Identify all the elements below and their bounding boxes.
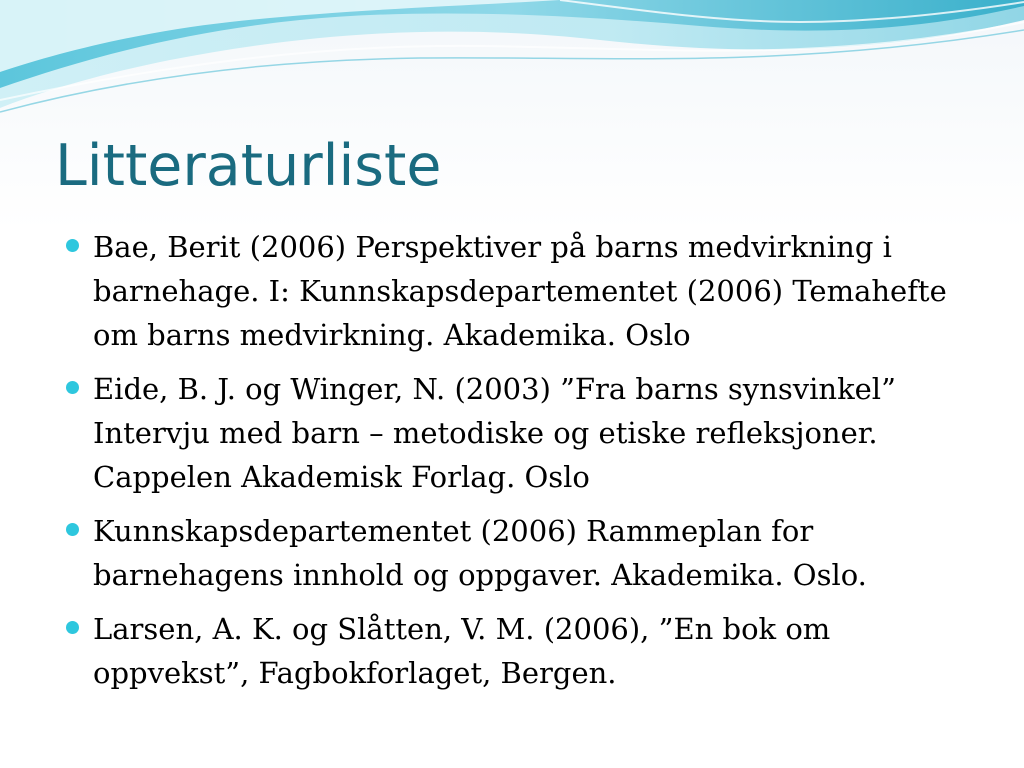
- reference-list: [66, 225, 956, 705]
- list-item: [66, 607, 956, 695]
- list-item: [66, 225, 956, 357]
- wave-decoration-icon: [0, 0, 1024, 130]
- reference-text: Kunnskapsdepartementet (2006) Rammeplan for barnehagens innhold og oppgaver. Akademika. Oslo.: [93, 514, 867, 592]
- reference-text: Bae, Berit (2006) Perspektiver på barns medvirkning i barnehage. I: Kunnskapsdepartementet (2006) Temahefte om barns medvirkning. Akademika. Oslo: [93, 230, 947, 352]
- list-item: [66, 509, 956, 597]
- reference-text: Eide, B. J. og Winger, N. (2003) ”Fra barns synsvinkel” Intervju med barn – metodiske og etiske refleksjoner. Cappelen Akademisk Forlag. Oslo: [93, 372, 896, 494]
- bullet-icon: [66, 239, 79, 252]
- list-item: [66, 367, 956, 499]
- bullet-icon: [66, 381, 79, 394]
- bullet-icon: [66, 621, 79, 634]
- slide-title: Litteraturliste: [55, 133, 442, 199]
- reference-text: Larsen, A. K. og Slåtten, V. M. (2006), ”En bok om oppvekst”, Fagbokforlaget, Bergen.: [93, 612, 831, 690]
- bullet-icon: [66, 523, 79, 536]
